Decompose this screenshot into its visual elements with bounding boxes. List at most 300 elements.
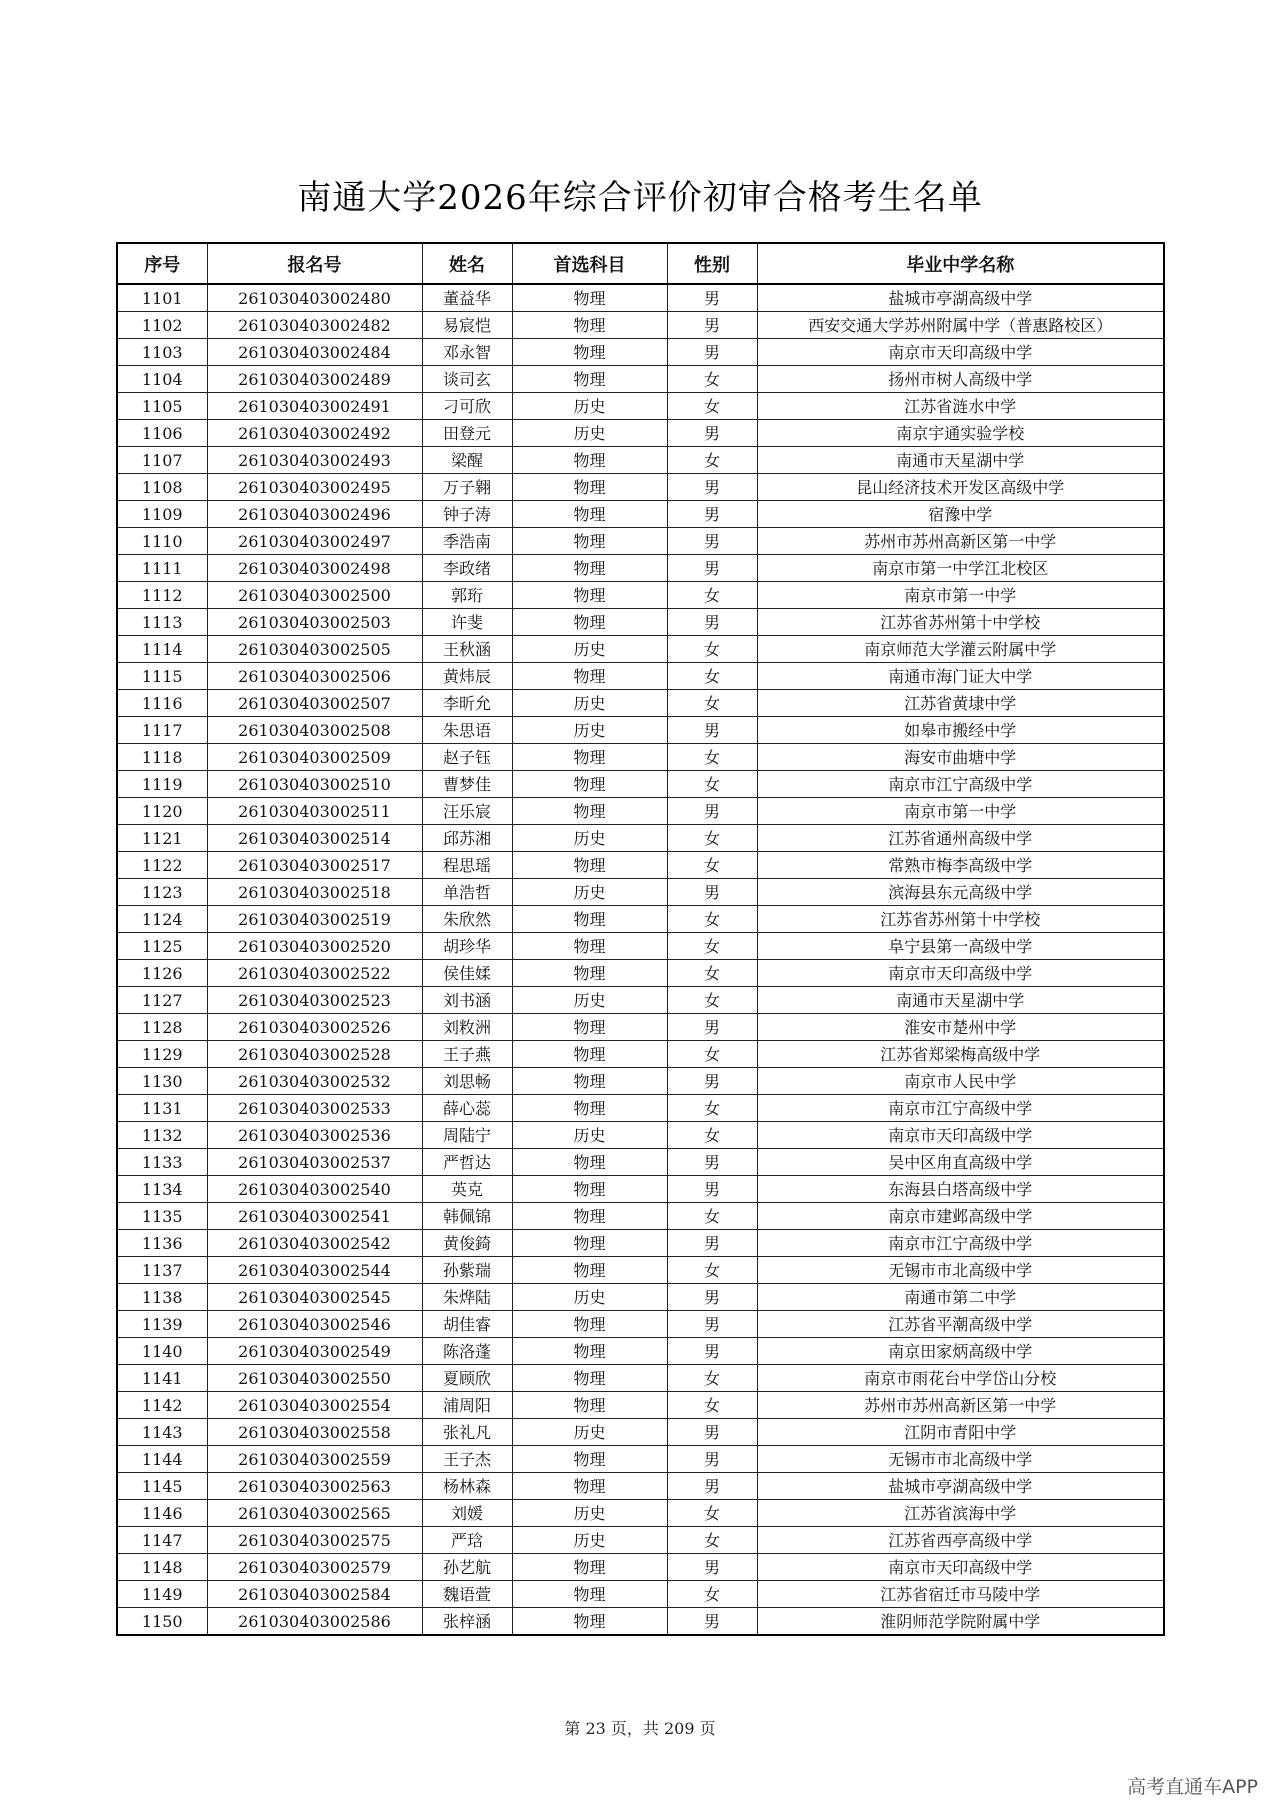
cell-student-name: 黄炜辰 [422,663,512,690]
cell-gender: 男 [667,1554,757,1581]
cell-gender: 男 [667,501,757,528]
cell-student-name: 田登元 [422,420,512,447]
cell-registration-number: 261030403002482 [207,312,422,339]
cell-student-name: 胡佳睿 [422,1311,512,1338]
table-row [117,1527,1164,1554]
table-row [117,1203,1164,1230]
table-row [117,690,1164,717]
cell-serial-number: 1147 [117,1527,207,1554]
table-row [117,636,1164,663]
cell-student-name: 李昕允 [422,690,512,717]
cell-gender: 女 [667,1257,757,1284]
cell-serial-number: 1103 [117,339,207,366]
cell-serial-number: 1128 [117,1014,207,1041]
cell-gender: 女 [667,933,757,960]
cell-primary-subject: 物理 [512,555,667,582]
cell-gender: 女 [667,852,757,879]
cell-high-school-name: 如皋市搬经中学 [757,717,1164,744]
table-row [117,1041,1164,1068]
cell-primary-subject: 物理 [512,960,667,987]
cell-serial-number: 1105 [117,393,207,420]
cell-student-name: 钟子涛 [422,501,512,528]
cell-student-name: 刘媛 [422,1500,512,1527]
cell-student-name: 董益华 [422,284,512,312]
cell-gender: 男 [667,1149,757,1176]
cell-high-school-name: 扬州市树人高级中学 [757,366,1164,393]
cell-registration-number: 261030403002503 [207,609,422,636]
cell-high-school-name: 南京市第一中学 [757,798,1164,825]
table-row [117,771,1164,798]
cell-gender: 女 [667,1527,757,1554]
table-row [117,1176,1164,1203]
table-row [117,852,1164,879]
cell-serial-number: 1106 [117,420,207,447]
cell-registration-number: 261030403002509 [207,744,422,771]
table-row [117,366,1164,393]
header-row [117,243,1164,284]
cell-gender: 男 [667,1284,757,1311]
cell-serial-number: 1123 [117,879,207,906]
cell-primary-subject: 物理 [512,1446,667,1473]
cell-student-name: 汪乐宸 [422,798,512,825]
cell-primary-subject: 物理 [512,528,667,555]
cell-registration-number: 261030403002526 [207,1014,422,1041]
cell-student-name: 张礼凡 [422,1419,512,1446]
cell-high-school-name: 南京市天印高级中学 [757,1554,1164,1581]
cell-registration-number: 261030403002511 [207,798,422,825]
table-row [117,1311,1164,1338]
cell-high-school-name: 南京市第一中学 [757,582,1164,609]
cell-student-name: 夏顾欣 [422,1365,512,1392]
cell-registration-number: 261030403002559 [207,1446,422,1473]
table-row [117,501,1164,528]
cell-registration-number: 261030403002563 [207,1473,422,1500]
cell-primary-subject: 物理 [512,474,667,501]
cell-student-name: 万子翱 [422,474,512,501]
cell-primary-subject: 物理 [512,1581,667,1608]
cell-primary-subject: 物理 [512,1392,667,1419]
cell-student-name: 刁可欣 [422,393,512,420]
column-header-registration-number: 报名号 [207,243,422,284]
cell-primary-subject: 物理 [512,1014,667,1041]
cell-student-name: 朱欣然 [422,906,512,933]
cell-primary-subject: 物理 [512,1095,667,1122]
table-row [117,1284,1164,1311]
cell-serial-number: 1122 [117,852,207,879]
cell-high-school-name: 南京市天印高级中学 [757,339,1164,366]
cell-student-name: 胡珍华 [422,933,512,960]
cell-student-name: 张梓涵 [422,1608,512,1636]
cell-gender: 女 [667,1095,757,1122]
cell-serial-number: 1119 [117,771,207,798]
cell-serial-number: 1143 [117,1419,207,1446]
cell-gender: 女 [667,1203,757,1230]
table-row [117,528,1164,555]
cell-high-school-name: 江苏省苏州第十中学校 [757,609,1164,636]
table-row [117,284,1164,312]
cell-primary-subject: 历史 [512,987,667,1014]
cell-high-school-name: 宿豫中学 [757,501,1164,528]
cell-high-school-name: 常熟市梅李高级中学 [757,852,1164,879]
cell-registration-number: 261030403002495 [207,474,422,501]
cell-registration-number: 261030403002497 [207,528,422,555]
cell-gender: 女 [667,1581,757,1608]
cell-registration-number: 261030403002542 [207,1230,422,1257]
table-row [117,987,1164,1014]
cell-primary-subject: 历史 [512,636,667,663]
column-header-high-school-name: 毕业中学名称 [757,243,1164,284]
cell-registration-number: 261030403002540 [207,1176,422,1203]
cell-student-name: 薛心蕊 [422,1095,512,1122]
cell-primary-subject: 历史 [512,879,667,906]
cell-serial-number: 1109 [117,501,207,528]
cell-student-name: 严琀 [422,1527,512,1554]
cell-serial-number: 1137 [117,1257,207,1284]
cell-gender: 男 [667,1230,757,1257]
cell-high-school-name: 无锡市市北高级中学 [757,1257,1164,1284]
cell-student-name: 周陆宁 [422,1122,512,1149]
cell-student-name: 孙艺航 [422,1554,512,1581]
cell-high-school-name: 淮阴师范学院附属中学 [757,1608,1164,1636]
cell-gender: 男 [667,339,757,366]
cell-registration-number: 261030403002506 [207,663,422,690]
cell-high-school-name: 江苏省苏州第十中学校 [757,906,1164,933]
cell-registration-number: 261030403002518 [207,879,422,906]
cell-registration-number: 261030403002523 [207,987,422,1014]
cell-student-name: 程思瑶 [422,852,512,879]
cell-high-school-name: 江苏省黄埭中学 [757,690,1164,717]
table-row [117,1392,1164,1419]
cell-serial-number: 1104 [117,366,207,393]
cell-primary-subject: 物理 [512,771,667,798]
cell-gender: 男 [667,420,757,447]
cell-primary-subject: 物理 [512,798,667,825]
cell-student-name: 邱苏湘 [422,825,512,852]
cell-gender: 女 [667,636,757,663]
table-row [117,1365,1164,1392]
cell-registration-number: 261030403002489 [207,366,422,393]
cell-student-name: 孙紫瑞 [422,1257,512,1284]
cell-high-school-name: 江苏省平潮高级中学 [757,1311,1164,1338]
table-row [117,825,1164,852]
table-row [117,1473,1164,1500]
cell-serial-number: 1148 [117,1554,207,1581]
cell-serial-number: 1139 [117,1311,207,1338]
cell-gender: 女 [667,393,757,420]
cell-gender: 女 [667,771,757,798]
cell-gender: 女 [667,1122,757,1149]
cell-high-school-name: 滨海县东元高级中学 [757,879,1164,906]
cell-high-school-name: 昆山经济技术开发区高级中学 [757,474,1164,501]
cell-high-school-name: 江苏省通州高级中学 [757,825,1164,852]
cell-high-school-name: 南通市天星湖中学 [757,447,1164,474]
cell-serial-number: 1125 [117,933,207,960]
cell-student-name: 浦周阳 [422,1392,512,1419]
cell-serial-number: 1121 [117,825,207,852]
cell-serial-number: 1124 [117,906,207,933]
cell-gender: 男 [667,1473,757,1500]
cell-primary-subject: 历史 [512,1527,667,1554]
cell-high-school-name: 南京师范大学灌云附属中学 [757,636,1164,663]
cell-registration-number: 261030403002549 [207,1338,422,1365]
table-row [117,1419,1164,1446]
cell-high-school-name: 江苏省郑梁梅高级中学 [757,1041,1164,1068]
cell-registration-number: 261030403002544 [207,1257,422,1284]
cell-student-name: 邓永智 [422,339,512,366]
cell-primary-subject: 物理 [512,1554,667,1581]
cell-high-school-name: 江阴市青阳中学 [757,1419,1164,1446]
cell-primary-subject: 物理 [512,1149,667,1176]
cell-serial-number: 1140 [117,1338,207,1365]
cell-student-name: 易宸恺 [422,312,512,339]
cell-primary-subject: 物理 [512,1608,667,1636]
cell-primary-subject: 历史 [512,690,667,717]
table-row [117,1581,1164,1608]
table-row [117,582,1164,609]
cell-primary-subject: 物理 [512,447,667,474]
cell-gender: 男 [667,609,757,636]
table-row [117,1554,1164,1581]
cell-serial-number: 1118 [117,744,207,771]
table-row [117,1014,1164,1041]
cell-high-school-name: 南京田家炳高级中学 [757,1338,1164,1365]
cell-gender: 女 [667,825,757,852]
cell-registration-number: 261030403002584 [207,1581,422,1608]
cell-gender: 女 [667,987,757,1014]
cell-registration-number: 261030403002491 [207,393,422,420]
cell-primary-subject: 物理 [512,663,667,690]
cell-student-name: 侯佳媃 [422,960,512,987]
cell-gender: 男 [667,879,757,906]
cell-high-school-name: 盐城市亭湖高级中学 [757,1473,1164,1500]
cell-gender: 男 [667,1419,757,1446]
cell-student-name: 王子燕 [422,1041,512,1068]
cell-gender: 男 [667,798,757,825]
cell-primary-subject: 物理 [512,339,667,366]
table-row [117,1149,1164,1176]
cell-serial-number: 1127 [117,987,207,1014]
cell-registration-number: 261030403002522 [207,960,422,987]
cell-gender: 男 [667,474,757,501]
cell-gender: 男 [667,1311,757,1338]
cell-registration-number: 261030403002546 [207,1311,422,1338]
cell-primary-subject: 物理 [512,852,667,879]
cell-serial-number: 1135 [117,1203,207,1230]
cell-high-school-name: 南京市江宁高级中学 [757,771,1164,798]
cell-serial-number: 1120 [117,798,207,825]
cell-high-school-name: 苏州市苏州高新区第一中学 [757,528,1164,555]
cell-registration-number: 261030403002586 [207,1608,422,1636]
cell-student-name: 王子杰 [422,1446,512,1473]
cell-primary-subject: 物理 [512,1311,667,1338]
cell-primary-subject: 历史 [512,1419,667,1446]
cell-gender: 男 [667,312,757,339]
cell-high-school-name: 阜宁县第一高级中学 [757,933,1164,960]
cell-registration-number: 261030403002528 [207,1041,422,1068]
cell-high-school-name: 苏州市苏州高新区第一中学 [757,1392,1164,1419]
column-header-student-name: 姓名 [422,243,512,284]
cell-primary-subject: 历史 [512,1500,667,1527]
cell-high-school-name: 南京市人民中学 [757,1068,1164,1095]
watermark-text: 高考直通车APP [1127,1776,1258,1798]
cell-registration-number: 261030403002565 [207,1500,422,1527]
table-row [117,1608,1164,1636]
cell-gender: 男 [667,555,757,582]
cell-serial-number: 1132 [117,1122,207,1149]
cell-serial-number: 1145 [117,1473,207,1500]
cell-student-name: 季浩南 [422,528,512,555]
cell-gender: 男 [667,528,757,555]
cell-gender: 男 [667,1608,757,1636]
table-row [117,393,1164,420]
cell-student-name: 朱烨陆 [422,1284,512,1311]
table-row [117,1068,1164,1095]
cell-student-name: 杨林森 [422,1473,512,1500]
cell-student-name: 曹梦佳 [422,771,512,798]
cell-student-name: 王秋涵 [422,636,512,663]
cell-student-name: 许斐 [422,609,512,636]
cell-registration-number: 261030403002484 [207,339,422,366]
cell-registration-number: 261030403002537 [207,1149,422,1176]
cell-serial-number: 1114 [117,636,207,663]
cell-serial-number: 1107 [117,447,207,474]
cell-high-school-name: 南京市天印高级中学 [757,960,1164,987]
cell-registration-number: 261030403002496 [207,501,422,528]
cell-high-school-name: 南通市海门证大中学 [757,663,1164,690]
cell-primary-subject: 历史 [512,825,667,852]
cell-serial-number: 1142 [117,1392,207,1419]
cell-student-name: 单浩哲 [422,879,512,906]
cell-registration-number: 261030403002498 [207,555,422,582]
table-row [117,879,1164,906]
cell-gender: 男 [667,284,757,312]
cell-high-school-name: 无锡市市北高级中学 [757,1446,1164,1473]
cell-registration-number: 261030403002519 [207,906,422,933]
column-header-primary-subject: 首选科目 [512,243,667,284]
cell-high-school-name: 淮安市楚州中学 [757,1014,1164,1041]
cell-primary-subject: 历史 [512,393,667,420]
cell-high-school-name: 江苏省涟水中学 [757,393,1164,420]
cell-serial-number: 1136 [117,1230,207,1257]
candidate-table [116,242,1165,1636]
cell-gender: 女 [667,1392,757,1419]
cell-student-name: 严哲达 [422,1149,512,1176]
cell-high-school-name: 江苏省宿迁市马陵中学 [757,1581,1164,1608]
cell-student-name: 魏语萱 [422,1581,512,1608]
cell-serial-number: 1115 [117,663,207,690]
cell-high-school-name: 南京市天印高级中学 [757,1122,1164,1149]
table-row [117,609,1164,636]
cell-registration-number: 261030403002517 [207,852,422,879]
table-row [117,744,1164,771]
table-row [117,906,1164,933]
table-row [117,798,1164,825]
cell-student-name: 黄俊錡 [422,1230,512,1257]
cell-high-school-name: 南京市江宁高级中学 [757,1095,1164,1122]
cell-student-name: 赵子钰 [422,744,512,771]
cell-student-name: 梁醒 [422,447,512,474]
document-title: 南通大学2026年综合评价初审合格考生名单 [297,178,983,218]
cell-student-name: 陈洛蓬 [422,1338,512,1365]
cell-registration-number: 261030403002480 [207,284,422,312]
cell-primary-subject: 物理 [512,906,667,933]
cell-high-school-name: 江苏省西亭高级中学 [757,1527,1164,1554]
cell-registration-number: 261030403002533 [207,1095,422,1122]
cell-registration-number: 261030403002505 [207,636,422,663]
cell-primary-subject: 物理 [512,312,667,339]
cell-primary-subject: 历史 [512,717,667,744]
cell-primary-subject: 物理 [512,933,667,960]
cell-registration-number: 261030403002500 [207,582,422,609]
cell-gender: 女 [667,663,757,690]
cell-gender: 男 [667,717,757,744]
cell-high-school-name: 南京宇通实验学校 [757,420,1164,447]
cell-registration-number: 261030403002541 [207,1203,422,1230]
cell-gender: 女 [667,1041,757,1068]
cell-high-school-name: 南京市第一中学江北校区 [757,555,1164,582]
cell-high-school-name: 南通市天星湖中学 [757,987,1164,1014]
cell-registration-number: 261030403002492 [207,420,422,447]
table-row [117,717,1164,744]
cell-gender: 女 [667,690,757,717]
cell-high-school-name: 南京市江宁高级中学 [757,1230,1164,1257]
cell-serial-number: 1116 [117,690,207,717]
cell-serial-number: 1113 [117,609,207,636]
cell-serial-number: 1133 [117,1149,207,1176]
cell-registration-number: 261030403002508 [207,717,422,744]
cell-high-school-name: 吴中区甪直高级中学 [757,1149,1164,1176]
table-row [117,663,1164,690]
cell-registration-number: 261030403002558 [207,1419,422,1446]
cell-gender: 女 [667,744,757,771]
cell-gender: 女 [667,1500,757,1527]
cell-student-name: 韩佩锦 [422,1203,512,1230]
cell-gender: 男 [667,1446,757,1473]
table-row [117,474,1164,501]
cell-high-school-name: 海安市曲塘中学 [757,744,1164,771]
cell-serial-number: 1129 [117,1041,207,1068]
table-row [117,555,1164,582]
cell-high-school-name: 南京市雨花台中学岱山分校 [757,1365,1164,1392]
table-row [117,1500,1164,1527]
table-row [117,1338,1164,1365]
cell-serial-number: 1150 [117,1608,207,1636]
cell-registration-number: 261030403002545 [207,1284,422,1311]
cell-gender: 女 [667,1365,757,1392]
table-row [117,420,1164,447]
cell-serial-number: 1134 [117,1176,207,1203]
page-number: 第 23 页，共 209 页 [564,1719,716,1738]
table-row [117,960,1164,987]
cell-registration-number: 261030403002532 [207,1068,422,1095]
cell-primary-subject: 历史 [512,1122,667,1149]
table-row [117,1095,1164,1122]
cell-student-name: 郭珩 [422,582,512,609]
cell-serial-number: 1141 [117,1365,207,1392]
cell-primary-subject: 物理 [512,1068,667,1095]
cell-primary-subject: 物理 [512,1176,667,1203]
cell-gender: 男 [667,1014,757,1041]
cell-high-school-name: 江苏省滨海中学 [757,1500,1164,1527]
cell-gender: 女 [667,906,757,933]
table-row [117,1230,1164,1257]
cell-serial-number: 1138 [117,1284,207,1311]
cell-registration-number: 261030403002493 [207,447,422,474]
cell-primary-subject: 历史 [512,420,667,447]
cell-primary-subject: 物理 [512,1365,667,1392]
table-body [117,284,1164,1635]
cell-serial-number: 1149 [117,1581,207,1608]
